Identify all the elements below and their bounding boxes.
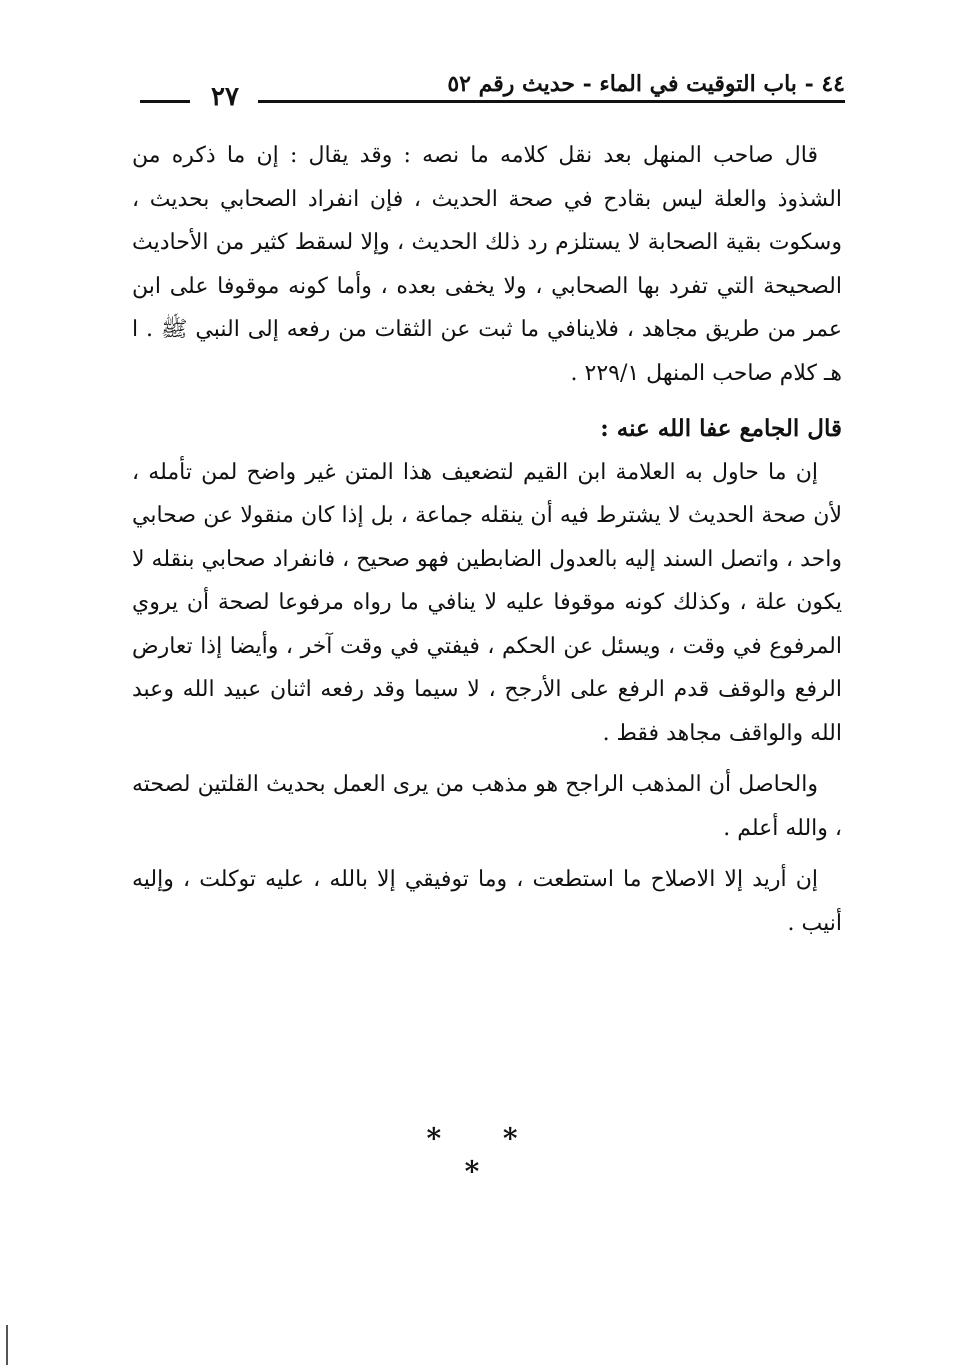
running-header-title: ٤٤ - باب التوقيت في الماء - حديث رقم ٥٢ [447,71,845,97]
section-heading: قال الجامع عفا الله عنه : [600,415,842,442]
page-number: ٢٧ [211,82,239,112]
section-end-stars: * * * [426,1122,544,1188]
paragraph-conclusion: والحاصل أن المذهب الراجح هو مذهب من يرى العمل بحديث القلتين لصحته ، والله أعلم . [132,772,842,841]
page-number-rule [140,100,190,103]
paragraph-compiler-comment: إن ما حاول به العلامة ابن القيم لتضعيف هذا المتن غير واضح لمن تأمله ، لأن صحة الحديث لا يشترط فيه أن ينقله جماعة ، بل إذا كان منقولا عن صحابي واحد ، واتصل السند إليه بالعدول الضابطين فهو صحيح ، فانفراد صحابي بنقله لا يكون علة ، وكذلك كونه موقوفا عليه لا ينافي ما رواه مرفوعا لصحة أن يروي المرفوع في وقت ، ويسئل عن الحكم ، فيفتي في وقت آخر ، وأيضا إذا تعارض الرفع والوقف قدم الرفع على الأرجح ، لا سيما وقد رفعه اثنان عبيد الله وعبد الله والواقف مجاهد فقط . [132,459,842,746]
page-body [132,134,842,945]
paragraph-quote-manhal: قال صاحب المنهل بعد نقل كلامه ما نصه : وقد يقال : إن ما ذكره من الشذوذ والعلة ليس بقادح في صحة الحديث ، فإن انفراد الصحابي بحديث ، وسكوت بقية الصحابة لا يستلزم رد ذلك الحديث ، وإلا لسقط كثير من الأحاديث الصحيحة التي تفرد بها الصحابي ، ولا يخفى بعده ، وأما كونه موقوفا على ابن عمر من طريق مجاهد ، فلاينافي ما ثبت عن الثقات من رفعه إلى النبي ﷺ . ا هـ كلام صاحب المنهل ٢٢٩/١ . [132,143,842,386]
scan-edge-mark [6,1325,8,1365]
paragraph-closing-supplication: إن أريد إلا الاصلاح ما استطعت ، وما توفيقي إلا بالله ، عليه توكلت ، وإليه أنيب . [132,867,842,936]
header-rule [258,100,845,103]
